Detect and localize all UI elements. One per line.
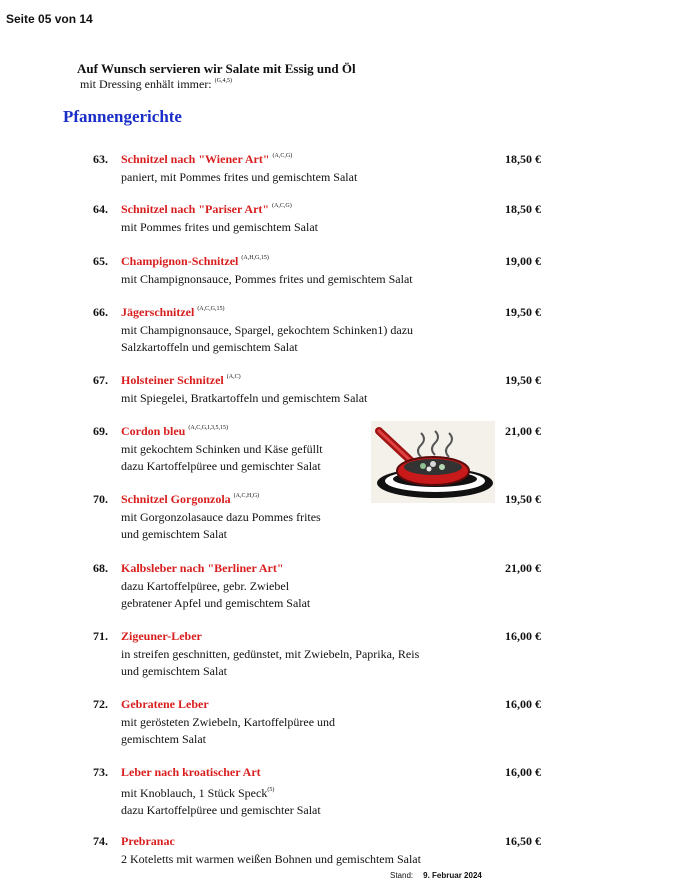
dressing-note-text: mit Dressing enhält immer:: [80, 77, 212, 91]
description-text: gebratener Apfel und gemischtem Salat: [121, 596, 311, 610]
item-number: 66.: [93, 305, 108, 319]
description-line: [121, 219, 318, 236]
description-text: mit Gorgonzolasauce dazu Pommes frites: [121, 510, 321, 524]
description-line: [121, 663, 419, 680]
item-price: 21,00 €: [505, 561, 541, 575]
description-line: [121, 782, 321, 802]
footer-label: Stand:: [390, 871, 414, 880]
description-text: mit Champignonsauce, Spargel, gekochtem Schinken1) dazu: [121, 323, 414, 337]
description-line: [121, 339, 413, 356]
item-number: 64.: [93, 202, 108, 216]
description-line: [121, 271, 413, 288]
description-text: und gemischtem Salat: [121, 527, 227, 541]
dressing-note: [80, 77, 232, 92]
footer-date: 9. Februar 2024: [423, 871, 482, 880]
item-number: 63.: [93, 152, 108, 166]
item-allergens: (A,C): [226, 374, 241, 380]
description-line: [121, 526, 321, 543]
description-line: [121, 802, 321, 819]
description-line: [121, 851, 421, 868]
description-line: [121, 458, 323, 475]
item-allergens: (A,H,G,15): [241, 255, 269, 261]
item-title-text: Jägerschnitzel: [121, 305, 195, 319]
description-text: mit Pommes frites und gemischtem Salat: [121, 220, 318, 234]
item-title: [121, 373, 241, 388]
description-allergen: (5): [267, 787, 275, 793]
item-title-text: Champignon-Schnitzel: [121, 254, 239, 268]
item-title: [121, 561, 284, 576]
item-number: 71.: [93, 629, 108, 643]
item-number: 65.: [93, 254, 108, 268]
item-description: [121, 578, 310, 612]
description-text: gemischtem Salat: [121, 732, 206, 746]
description-text: mit Knoblauch, 1 Stück Speck: [121, 786, 268, 800]
description-text: dazu Kartoffelpüree und gemischter Salat: [121, 803, 321, 817]
item-description: [121, 219, 318, 236]
item-title-text: Kalbsleber nach "Berliner Art": [121, 561, 284, 575]
item-title-text: Leber nach kroatischer Art: [121, 765, 261, 779]
item-title-text: Holsteiner Schnitzel: [121, 373, 224, 387]
item-title: [121, 424, 228, 439]
item-title: [121, 492, 259, 507]
item-title-text: Prebranac: [121, 834, 175, 848]
item-price: 18,50 €: [505, 152, 541, 166]
dressing-allergens: (G,4,5): [214, 78, 232, 84]
item-number: 68.: [93, 561, 108, 575]
frying-pan-icon: [371, 421, 495, 503]
item-price: 19,00 €: [505, 254, 541, 268]
item-number: 74.: [93, 834, 108, 848]
item-number: 67.: [93, 373, 108, 387]
description-text: mit gerösteten Zwiebeln, Kartoffelpüree und: [121, 715, 336, 729]
item-title: [121, 254, 269, 269]
item-price: 16,00 €: [505, 765, 541, 779]
item-price: 16,00 €: [505, 697, 541, 711]
item-description: [121, 782, 321, 819]
item-title: [121, 834, 175, 849]
description-line: [121, 322, 413, 339]
description-text: paniert, mit Pommes frites und gemischtem Salat: [121, 170, 358, 184]
item-number: 69.: [93, 424, 108, 438]
item-number: 73.: [93, 765, 108, 779]
description-line: [121, 578, 310, 595]
item-title-text: Schnitzel Gorgonzola: [121, 492, 231, 506]
item-title: [121, 152, 292, 167]
description-text: und gemischtem Salat: [121, 664, 227, 678]
item-description: [121, 646, 419, 680]
description-line: [121, 441, 323, 458]
item-title: [121, 202, 292, 217]
description-line: [121, 714, 335, 731]
description-line: [121, 595, 310, 612]
item-title-text: Gebratene Leber: [121, 697, 209, 711]
item-title: [121, 697, 209, 712]
description-line: [121, 731, 335, 748]
item-title: [121, 305, 224, 320]
description-text: in streifen geschnitten, gedünstet, mit Zwiebeln, Paprika, Reis: [121, 647, 420, 661]
item-description: [121, 441, 323, 475]
description-text: 2 Koteletts mit warmen weißen Bohnen und gemischtem Salat: [121, 852, 421, 866]
description-text: mit Champignonsauce, Pommes frites und gemischtem Salat: [121, 272, 413, 286]
item-description: [121, 271, 413, 288]
description-text: dazu Kartoffelpüree, gebr. Zwiebel: [121, 579, 290, 593]
item-description: [121, 322, 413, 356]
footer-stand: [390, 871, 482, 880]
item-description: [121, 169, 357, 186]
item-description: [121, 714, 335, 748]
description-text: mit Spiegelei, Bratkartoffeln und gemischtem Salat: [121, 391, 368, 405]
item-title-text: Schnitzel nach "Wiener Art": [121, 152, 270, 166]
item-allergens: (A,C,G): [272, 153, 293, 159]
item-title: [121, 765, 261, 780]
item-price: 19,50 €: [505, 305, 541, 319]
item-description: [121, 851, 421, 868]
item-allergens: (A,C,G,I,3,5,15): [188, 425, 229, 431]
item-number: 70.: [93, 492, 108, 506]
item-title: [121, 629, 202, 644]
description-line: [121, 169, 357, 186]
item-allergens: (A,C,G,15): [197, 306, 225, 312]
item-number: 72.: [93, 697, 108, 711]
description-text: Salzkartoffeln und gemischtem Salat: [121, 340, 298, 354]
item-allergens: (A,C,G): [272, 203, 292, 209]
item-price: 18,50 €: [505, 202, 541, 216]
item-price: 19,50 €: [505, 373, 541, 387]
description-line: [121, 390, 367, 407]
description-line: [121, 646, 419, 663]
description-text: dazu Kartoffelpüree und gemischter Salat: [121, 459, 321, 473]
item-title-text: Cordon bleu: [121, 424, 186, 438]
item-title-text: Zigeuner-Leber: [121, 629, 202, 643]
section-title: Pfannengerichte: [63, 107, 182, 126]
item-price: 16,00 €: [505, 629, 541, 643]
item-price: 21,00 €: [505, 424, 541, 438]
description-text: mit gekochtem Schinken und Käse gefüllt: [121, 442, 323, 456]
item-description: [121, 390, 367, 407]
item-title-text: Schnitzel nach "Pariser Art": [121, 202, 270, 216]
item-description: [121, 509, 321, 543]
item-price: 16,50 €: [505, 834, 541, 848]
description-line: [121, 509, 321, 526]
page-number: Seite 05 von 14: [6, 12, 93, 26]
item-allergens: (A,C,H,G): [233, 493, 260, 499]
item-price: 19,50 €: [505, 492, 541, 506]
salad-note: Auf Wunsch servieren wir Salate mit Essig und Öl: [77, 61, 356, 76]
